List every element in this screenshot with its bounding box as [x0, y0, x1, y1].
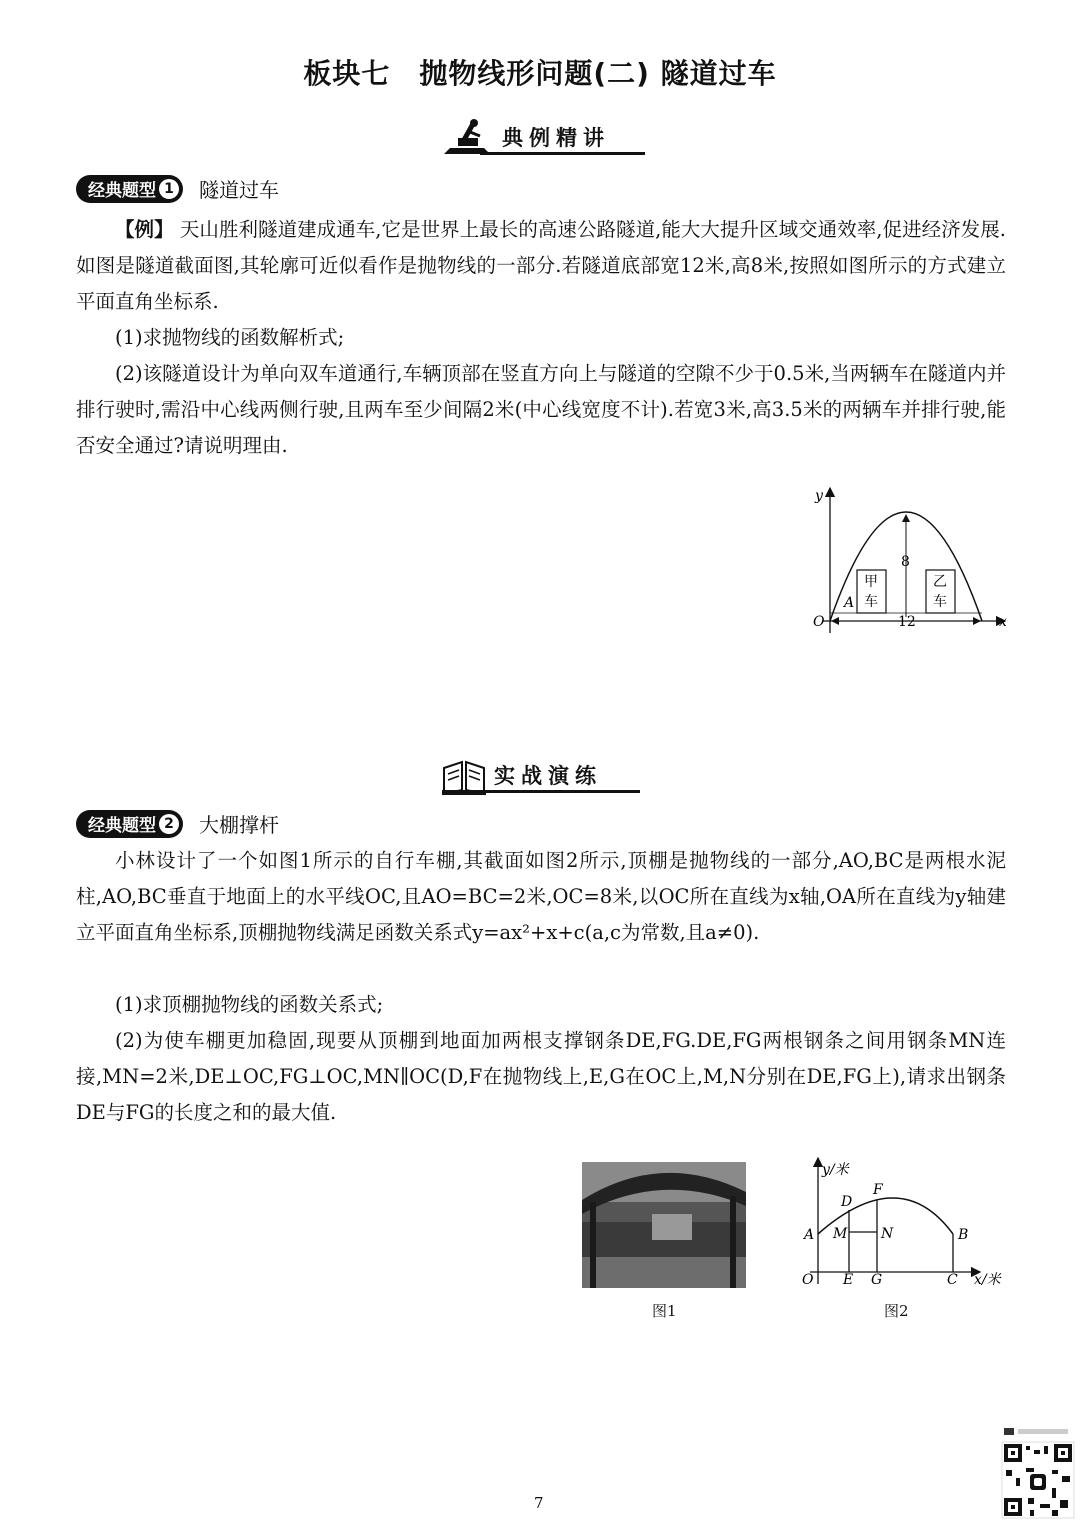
example-question-1: (1)求抛物线的函数解析式; [115, 326, 345, 349]
type-pill-label: 经典题型 [88, 181, 156, 201]
banner-underline [480, 790, 640, 793]
type-pill-number: 1 [159, 179, 179, 199]
label-E: E [843, 1272, 854, 1288]
type-pill [76, 175, 183, 203]
example-paragraph [76, 212, 1006, 320]
label-F: F [873, 1182, 883, 1198]
bike-shed-photo [582, 1162, 746, 1288]
label-y: y/米 [822, 1162, 849, 1178]
question-type-tag [76, 809, 279, 838]
page-number: 7 [534, 1494, 544, 1512]
figure-2-caption: 图2 [884, 1302, 909, 1320]
shed-cross-section-diagram [788, 1152, 1040, 1294]
banner-title: 实战演练 [494, 764, 602, 788]
label-height: 8 [901, 554, 910, 570]
question-type-tag [76, 174, 279, 203]
car-jia-label-2: 车 [864, 594, 878, 610]
type-title: 大棚撑杆 [199, 813, 279, 837]
figure-1-caption: 图1 [652, 1302, 677, 1320]
example-text: 天山胜利隧道建成通车,它是世界上最长的高速公路隧道,能大大提升区域交通效率,促进经济发展.如图是隧道截面图,其轮廓可近似看作是抛物线的一部分.若隧道底部宽12米,高8米,按照如图所示的方式建立平面直角坐标系. [76, 218, 1006, 313]
label-C: C [947, 1272, 958, 1288]
car-yi-label-2: 车 [933, 594, 947, 610]
label-D: D [841, 1194, 853, 1210]
label-x: x [999, 614, 1007, 630]
label-y: y [815, 488, 823, 504]
page-title: 板块七 抛物线形问题(二) 隧道过车 [303, 57, 777, 90]
section-banner-examples [440, 118, 645, 162]
type-pill-number: 2 [159, 814, 179, 834]
banner-title: 典例精讲 [502, 126, 610, 150]
practice-question-2: (2)为使车棚更加稳固,现要从顶棚到地面加两根支撑钢条DE,FG.DE,FG两根钢条之间用钢条MN连接,MN=2米,DE⊥OC,FG⊥OC,MN∥OC(D,F在抛物线上,E,G在OC上,M,N分别在DE,FG上),请求出钢条DE与FG的长度之和的最大值. [76, 1029, 1006, 1124]
type-pill [76, 810, 183, 838]
type-pill-label: 经典题型 [88, 816, 156, 836]
section-banner-practice [440, 756, 640, 800]
label-x: x/米 [974, 1272, 1001, 1288]
label-A: A [804, 1227, 815, 1243]
car-jia-label-1: 甲 [864, 574, 878, 590]
label-G: G [871, 1272, 883, 1288]
car-yi-label-1: 乙 [933, 574, 947, 590]
practice-question-1: (1)求顶棚抛物线的函数关系式; [115, 993, 384, 1016]
practice-paragraph: 小林设计了一个如图1所示的自行车棚,其截面如图2所示,顶棚是抛物线的一部分,AO,BC是两根水泥柱,AO,BC垂直于地面上的水平线OC,且AO=BC=2米,OC=8米,以OC所在直线为x轴,OA所在直线为y轴建立平面直角坐标系,顶棚抛物线满足函数关系式y=ax²+x+c(a,c为常数,且a≠0). [76, 849, 1006, 944]
example-lead: 【例】 [115, 218, 174, 241]
banner-underline [480, 152, 645, 155]
label-O: O [802, 1272, 814, 1288]
qr-code-icon [1000, 1428, 1076, 1520]
label-width: 12 [898, 614, 916, 630]
label-O: O [813, 614, 825, 630]
label-M: M [833, 1226, 848, 1242]
label-A: A [844, 595, 855, 611]
label-N: N [881, 1226, 894, 1242]
label-B: B [958, 1227, 969, 1243]
tunnel-diagram [805, 478, 1020, 640]
type-title: 隧道过车 [199, 178, 279, 202]
example-question-2: (2)该隧道设计为单向双车道通行,车辆顶部在竖直方向上与隧道的空隙不少于0.5米,当两辆车在隧道内并排行驶时,需沿中心线两侧行驶,且两车至少间隔2米(中心线宽度不计).若宽3米,高3.5米的两辆车并排行驶,能否安全通过?请说明理由. [76, 362, 1006, 457]
